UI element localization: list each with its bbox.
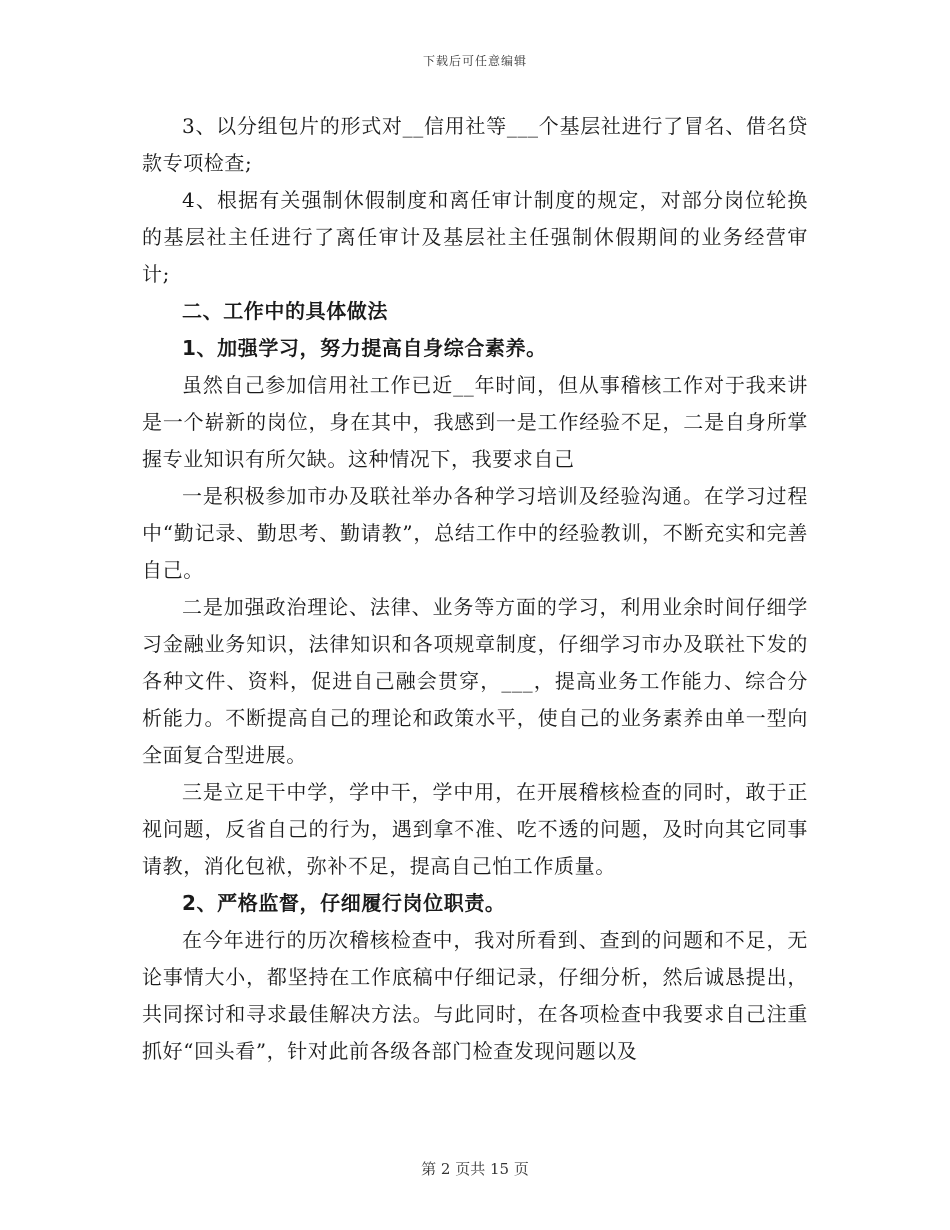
paragraph-supervision: 在今年进行的历次稽核检查中，我对所看到、查到的问题和不足，无论事情大小，都坚持在工作底稿中仔细记录，仔细分析，然后诚恳提出，共同探讨和寻求最佳解决方法。与此同时，在各项检查中我要求自己注重抓好“回头看”，针对此前各级各部门检查发现问题以及: [142, 928, 808, 1063]
paragraph-point-3: 三是立足干中学，学中干，学中用，在开展稽核检查的同时，敢于正视问题，反省自己的行为，遇到拿不准、吃不透的问题，及时向其它同事请教，消化包袱，弥补不足，提高自己怕工作质量。: [142, 780, 808, 878]
subheading-2: 2、严格监督，仔细履行岗位职责。: [182, 891, 506, 915]
paragraph-point-1: 一是积极参加市办及联社举办各种学习培训及经验沟通。在学习过程中“勤记录、勤思考、勤请教”，总结工作中的经验教训，不断充实和完善自己。: [142, 484, 808, 582]
paragraph-item-3: 3、以分组包片的形式对__信用社等___个基层社进行了冒名、借名贷款专项检查;: [142, 114, 808, 175]
document-body: [142, 108, 808, 1070]
page-header: 下载后可任意编辑: [422, 54, 527, 68]
page-footer: 第 2 页共 15 页: [421, 1160, 529, 1178]
section-heading-2: 二、工作中的具体做法: [182, 299, 388, 323]
paragraph-item-4: 4、根据有关强制休假制度和离任审计制度的规定，对部分岗位轮换的基层社主任进行了离任审计及基层社主任强制休假期间的业务经营审计;: [142, 188, 808, 286]
paragraph-point-2: 二是加强政治理论、法律、业务等方面的学习，利用业余时间仔细学习金融业务知识，法律知识和各项规章制度，仔细学习市办及联社下发的各种文件、资料，促进自己融会贯穿，___，提高业务工作能力、综合分析能力。不断提高自己的理论和政策水平，使自己的业务素养由单一型向全面复合型进展。: [142, 595, 808, 767]
paragraph-intro: 虽然自己参加信用社工作已近__年时间，但从事稽核工作对于我来讲是一个崭新的岗位，身在其中，我感到一是工作经验不足，二是自身所掌握专业知识有所欠缺。这种情况下，我要求自己: [142, 373, 808, 471]
subheading-1: 1、加强学习，努力提高自身综合素养。: [182, 336, 547, 360]
